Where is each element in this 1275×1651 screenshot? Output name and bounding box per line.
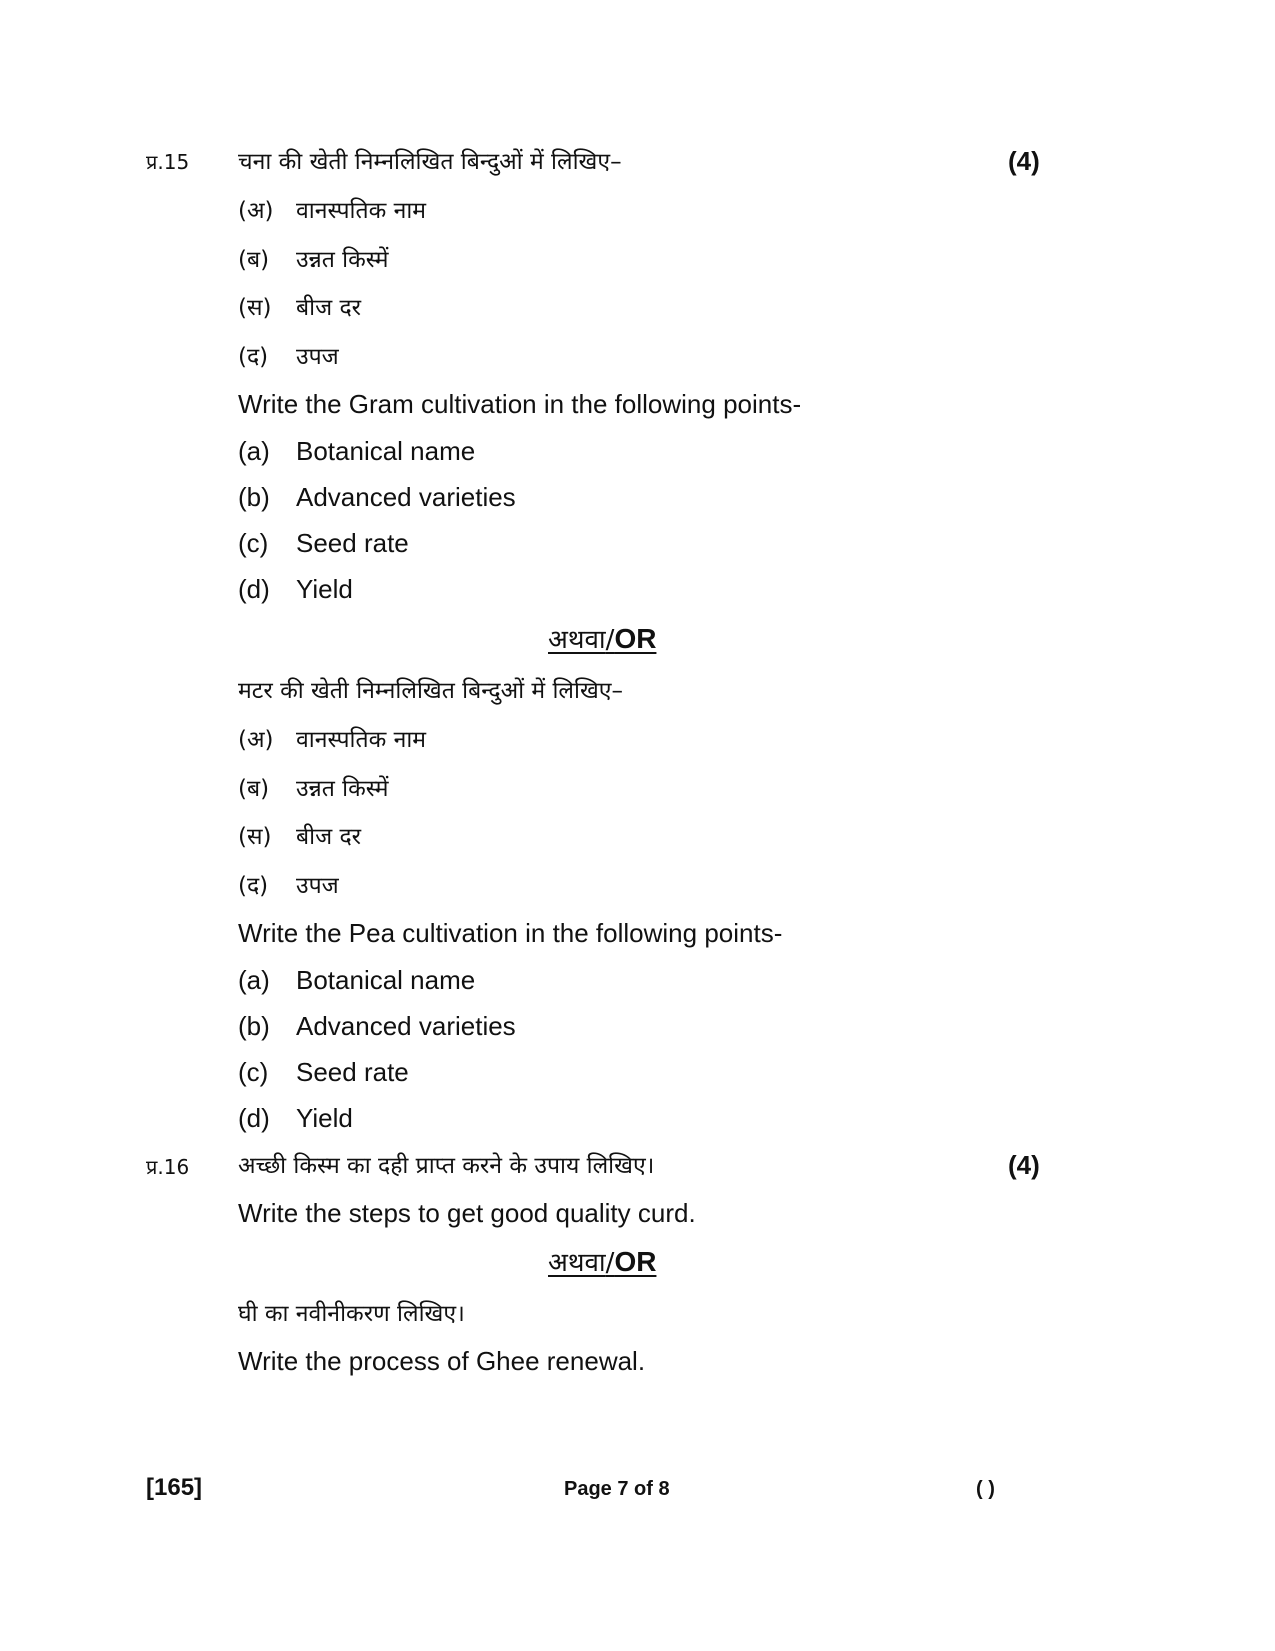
or-english: OR	[614, 1246, 657, 1277]
q15-number: प्र.15	[146, 150, 190, 174]
list-item	[238, 242, 388, 274]
item-text: उन्नत किस्में	[296, 776, 389, 802]
q15-alt-english-prompt: Write the Pea cultivation in the following points-	[238, 918, 783, 948]
list-item	[238, 1057, 409, 1088]
item-text: Botanical name	[296, 965, 476, 995]
list-item	[238, 722, 426, 754]
item-text: Advanced varieties	[296, 482, 516, 512]
item-text: बीज दर	[296, 824, 362, 850]
list-item	[238, 1103, 353, 1134]
item-label: (अ)	[238, 727, 274, 753]
list-item	[238, 574, 353, 605]
list-item	[238, 868, 339, 900]
paper-code: [165]	[146, 1474, 203, 1501]
list-item	[238, 771, 388, 803]
item-label: (अ)	[238, 198, 274, 224]
item-label: (d)	[238, 1103, 270, 1133]
item-label: (a)	[238, 965, 270, 995]
item-label: (द)	[238, 344, 269, 370]
q15-hindi-prompt: चना की खेती निम्नलिखित बिन्दुओं में लिखिए–	[238, 149, 622, 175]
item-text: उपज	[296, 873, 339, 899]
q16-number: प्र.16	[146, 1155, 190, 1179]
q16-hindi-prompt: अच्छी किस्म का दही प्राप्त करने के उपाय लिखिए।	[238, 1153, 655, 1179]
item-label: (b)	[238, 482, 270, 512]
or-hindi: अथवा	[548, 625, 606, 655]
page-number: Page 7 of 8	[564, 1478, 670, 1500]
or-hindi: अथवा	[548, 1248, 606, 1278]
footer-parentheses: ( )	[976, 1478, 995, 1500]
item-text: वानस्पतिक नाम	[296, 727, 427, 753]
item-text: Seed rate	[296, 528, 409, 558]
q16-marks: (4)	[1008, 1150, 1040, 1180]
item-text: उन्नत किस्में	[296, 247, 389, 273]
item-text: Advanced varieties	[296, 1011, 516, 1041]
list-item	[238, 965, 475, 996]
q16-alt-english-prompt: Write the process of Ghee renewal.	[238, 1346, 646, 1376]
item-label: (द)	[238, 873, 269, 899]
q15-or-heading	[548, 620, 656, 656]
list-item	[238, 1011, 516, 1042]
q15-marks: (4)	[1008, 146, 1040, 176]
list-item	[238, 436, 475, 467]
item-text: उपज	[296, 344, 339, 370]
item-text: वानस्पतिक नाम	[296, 198, 427, 224]
list-item	[238, 339, 339, 371]
item-label: (b)	[238, 1011, 270, 1041]
item-label: (ब)	[238, 247, 270, 273]
item-label: (स)	[238, 295, 272, 321]
q16-alt-hindi-prompt: घी का नवीनीकरण लिखिए।	[238, 1301, 465, 1327]
q16-or-heading	[548, 1243, 656, 1279]
or-english: OR	[614, 623, 657, 654]
item-label: (ब)	[238, 776, 270, 802]
item-text: Botanical name	[296, 436, 476, 466]
item-label: (d)	[238, 574, 270, 604]
item-label: (a)	[238, 436, 270, 466]
list-item	[238, 819, 361, 851]
list-item	[238, 290, 361, 322]
list-item	[238, 528, 409, 559]
item-label: (स)	[238, 824, 272, 850]
item-text: बीज दर	[296, 295, 362, 321]
item-text: Yield	[296, 1103, 353, 1133]
item-label: (c)	[238, 528, 269, 558]
list-item	[238, 193, 426, 225]
item-label: (c)	[238, 1057, 269, 1087]
item-text: Seed rate	[296, 1057, 409, 1087]
item-text: Yield	[296, 574, 353, 604]
q15-alt-hindi-prompt: मटर की खेती निम्नलिखित बिन्दुओं में लिखिए–	[238, 678, 624, 704]
or-separator: /	[605, 1248, 615, 1278]
q15-english-prompt: Write the Gram cultivation in the following points-	[238, 389, 802, 419]
q16-english-prompt: Write the steps to get good quality curd.	[238, 1198, 696, 1228]
list-item	[238, 482, 516, 513]
or-separator: /	[605, 625, 615, 655]
